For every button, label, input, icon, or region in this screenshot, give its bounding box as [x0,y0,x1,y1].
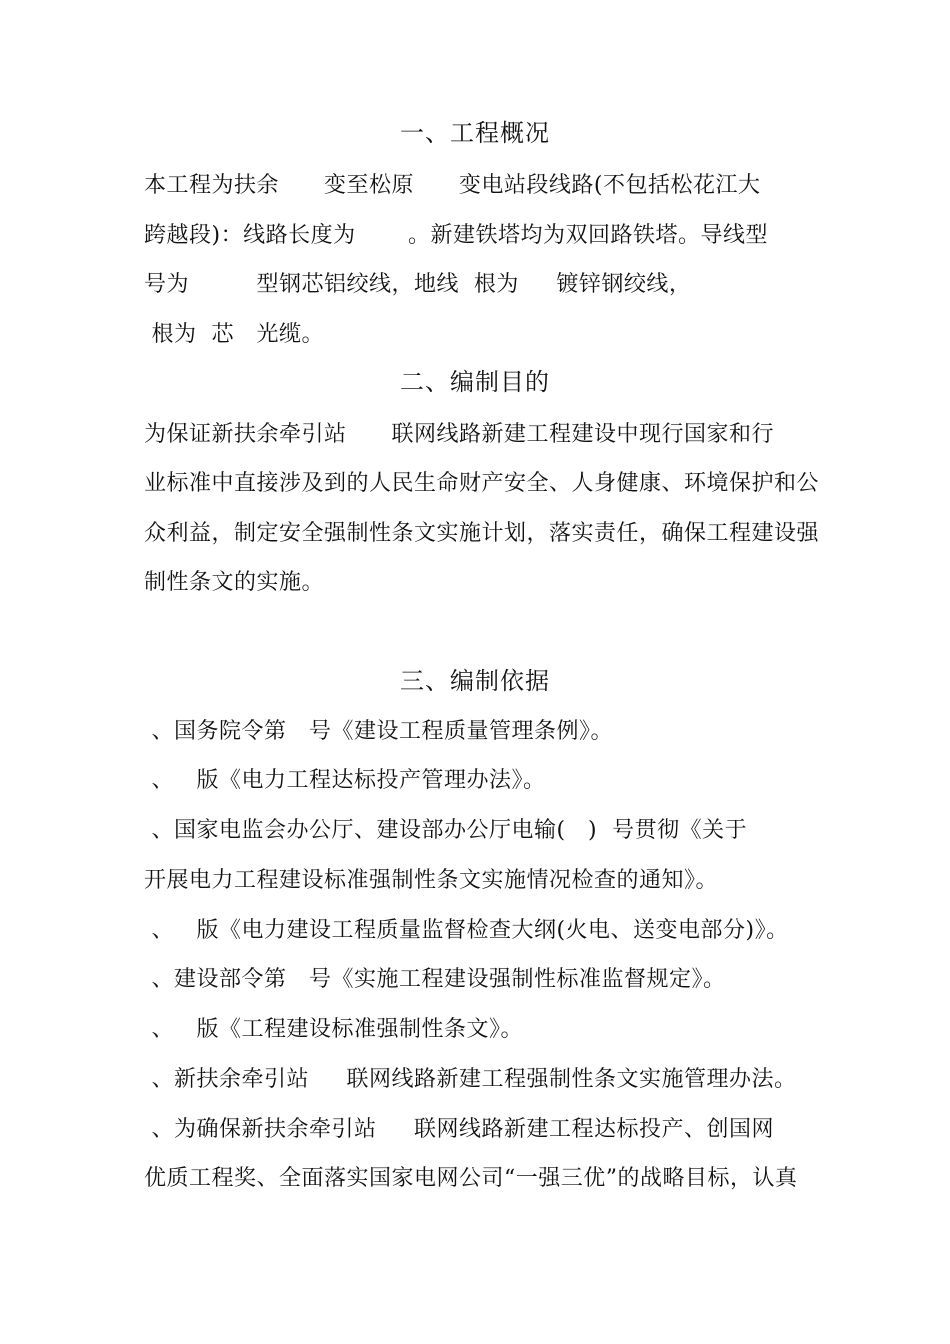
section-3-line-9: 、为确保新扶余牵引站 联网线路新建工程达标投产、创国网 [144,1117,774,1142]
section-1-heading: 一、工程概况 [400,119,550,147]
section-2-line-4: 制性条文的实施。 [144,570,325,595]
section-2-line-3: 众利益，制定安全强制性条文实施计划，落实责任，确保工程建设强 [144,521,820,546]
section-2-line-1: 为保证新扶余牵引站 联网线路新建工程建设中现行国家和行 [144,422,774,447]
section-3-line-7: 、 版《工程建设标准强制性条文》。 [144,1017,523,1042]
section-1-line-3: 号为 型钢芯铝绞线，地线 根为 镀锌钢绞线， [144,272,692,297]
section-3-line-3: 、国家电监会办公厅、建设部办公厅电输( ) 号贯彻《关于 [144,818,748,843]
section-2-heading: 二、编制目的 [400,368,550,396]
section-3-line-5: 、 版《电力建设工程质量监督检查大纲(火电、送变电部分)》。 [144,918,789,943]
section-2-line-2: 业标准中直接涉及到的人民生命财产安全、人身健康、环境保护和公 [144,471,820,496]
section-1-line-4: 根为 芯 光缆。 [144,322,324,347]
section-3-line-2: 、 版《电力工程达标投产管理办法》。 [144,768,546,793]
section-3-line-1: 、国务院令第 号《建设工程质量管理条例》。 [144,719,613,744]
section-1-line-2: 跨越段)：线路长度为 。新建铁塔均为双回路铁塔。导线型 [144,223,769,248]
section-1-line-1: 本工程为扶余 变至松原 变电站段线路(不包括松花江大 [144,173,761,198]
section-3-line-10: 优质工程奖、全面落实国家电网公司“一强三优”的战略目标，认真 [144,1166,798,1191]
section-3-line-6: 、建设部令第 号《实施工程建设强制性标准监督规定》。 [144,967,726,992]
section-3-line-8: 、新扶余牵引站 联网线路新建工程强制性条文实施管理办法。 [144,1067,797,1092]
section-3-line-4: 开展电力工程建设标准强制性条文实施情况检查的通知》。 [144,868,719,893]
section-3-heading: 三、编制依据 [400,667,550,695]
